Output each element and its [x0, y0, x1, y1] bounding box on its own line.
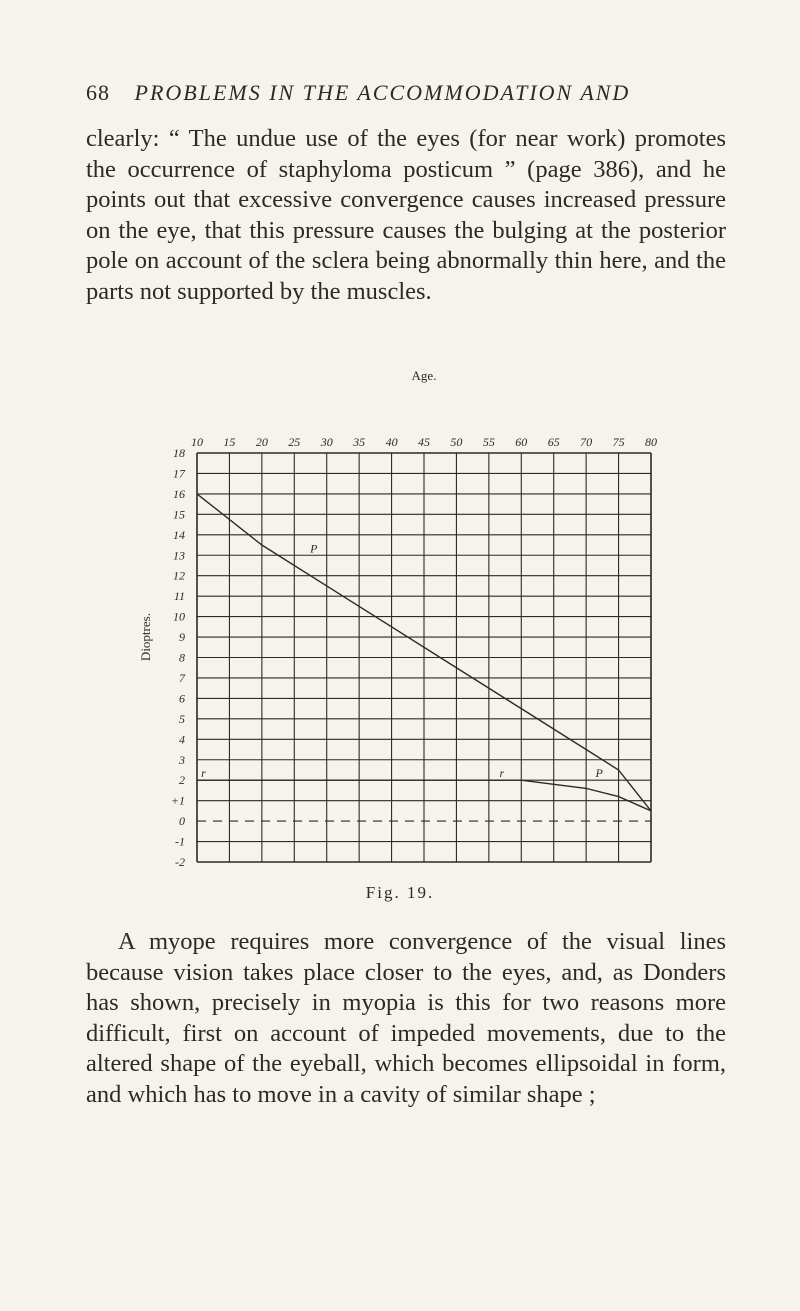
- x-tick-label: 70: [580, 435, 593, 449]
- curve-annotation: P: [595, 766, 603, 781]
- y-tick-label: +1: [170, 793, 185, 808]
- y-tick-label: 16: [173, 486, 185, 501]
- y-tick-label: 18: [173, 446, 185, 460]
- y-tick-label: 13: [173, 548, 185, 563]
- x-tick-label: 75: [612, 435, 625, 449]
- y-tick-label: 14: [173, 527, 185, 542]
- chart-grid: [197, 453, 651, 862]
- y-tick-label: 0: [179, 814, 185, 829]
- y-tick-label: 8: [179, 650, 185, 665]
- y-tick-label: 3: [179, 752, 185, 767]
- x-tick-label: 10: [191, 435, 203, 449]
- x-tick-label: 40: [385, 435, 398, 449]
- y-tick-label: 10: [173, 609, 185, 624]
- accommodation-chart: [0, 360, 800, 870]
- curve-annotation: r: [499, 766, 505, 781]
- x-tick-label: 30: [320, 435, 333, 449]
- x-tick-label: 45: [418, 435, 430, 449]
- y-tick-label: 9: [179, 630, 185, 645]
- chart-ticks: [171, 435, 657, 869]
- x-tick-label: 35: [353, 435, 366, 449]
- x-tick-label: 60: [515, 435, 528, 449]
- y-tick-label: 5: [179, 711, 185, 726]
- y-axis-label: Dioptres.: [138, 613, 153, 662]
- curve-annotation: P: [310, 541, 318, 556]
- page-header: [86, 80, 726, 106]
- paragraph-2: A myope requires more convergence of the visual lines because vision takes place closer to the eyes, and, as Donders has shown, precisely in myopia is this for two reasons more difficult, first on account of impeded movements, due to the altered shape of the eyeball, which becomes ellipsoidal in form, and which has to move in a cavity of similar shape ;: [86, 928, 726, 1108]
- figure-caption: Fig. 19.: [365, 883, 435, 902]
- x-tick-label: 25: [288, 435, 301, 449]
- x-tick-label: 55: [482, 435, 495, 449]
- y-tick-label: 7: [179, 670, 185, 685]
- curve-annotation: r: [201, 766, 206, 781]
- y-tick-label: -2: [175, 855, 185, 869]
- x-tick-label: 20: [255, 435, 268, 449]
- y-tick-label: 4: [179, 732, 185, 747]
- x-tick-label: 15: [223, 435, 236, 449]
- running-title: PROBLEMS IN THE ACCOMMODATION AND: [134, 80, 631, 105]
- y-tick-label: 6: [179, 691, 185, 706]
- x-axis-label: Age.: [411, 368, 437, 383]
- x-tick-label: 65: [547, 435, 560, 449]
- y-tick-label: 2: [179, 773, 185, 788]
- paragraph-1: clearly: “ The undue use of the eyes (for near work) promotes the occurrence of staphyloma posticum ” (page 386), and he points out that excessive convergence causes increased pressure on the eye, that this pressure causes the bulging at the posterior pole on account of the sclera being abnormally thin here, and the parts not supported by the muscles.: [86, 125, 726, 305]
- y-tick-label: -1: [175, 834, 185, 849]
- y-tick-label: 12: [173, 568, 185, 583]
- page-number: 68: [86, 80, 110, 105]
- y-tick-label: 15: [173, 507, 185, 522]
- x-tick-label: 80: [645, 435, 657, 449]
- y-tick-label: 11: [173, 589, 185, 604]
- y-tick-label: 17: [173, 466, 185, 481]
- x-tick-label: 50: [450, 435, 463, 449]
